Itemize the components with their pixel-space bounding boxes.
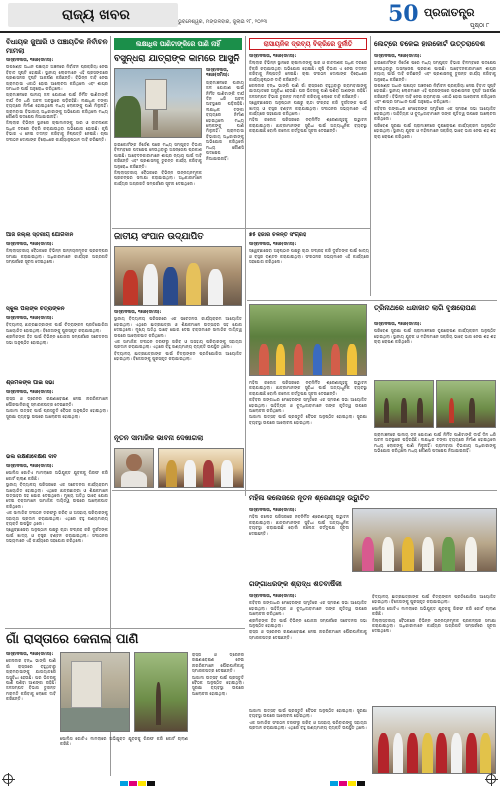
article-byline: ସମ୍ବାଦଦାତା, ୧୭ା୭(ସମିସ): [249,242,297,247]
article-byline: ସମ୍ବାଦଦାତା, ୧୭ା୭(ସମିସ): [249,508,297,513]
article-text: ଉପଖଣ୍ଡ ଅଧୀନ ପଞ୍ଚାୟତ ଅଞ୍ଚଳରେ ନିର୍ବାଚନ ପ୍ରକ୍ରିୟା ନେଇ ବିବାଦ ସୃଷ୍ଟି ହୋଇଛି। ସ୍ଥାନୀୟ ଲୋକମାନେ ଏହି ପ୍ରସଙ୍ଗରେ ପ୍ରଶାସନର ଦୃଷ୍ଟି ଆକର୍ଷଣ କରିଛନ୍ତି। ବିଭିନ୍ନ ଦାବି ନେଇ ଗ୍ରାମବାସୀ ଏକାଠି ହୋଇ ଆଲୋଚନା କରିଥିଲେ ଏବଂ ଶୀଘ୍ର ସମାଧାନ ପାଇଁ ଅନୁରୋଧ କରିଥିଲେ। [374,83,496,105]
article-text: ମହିଳା କଲେଜ ପରିସରରେ ନବନିର୍ମିତ ଶ୍ରେଣୀଗୃହକୁ ଉଦ୍ଘାଟନ କରାଯାଇଥିଲା। ଛାତ୍ରୀମାନଙ୍କ ସୁବିଧା ପାଇଁ ଅତ୍ୟାଧୁନିକ ବ୍ୟବସ୍ଥା କରାଯାଇଛି ବୋଲି କଲେଜ କର୍ତ୍ତୃପକ୍ଷ ସୂଚନା ଦେଇଛନ୍ତି। [249,514,349,536]
article-body [6,316,108,376]
article-body [6,242,108,302]
article-byline: ସମ୍ବାଦଦାତା, ୧୭ା୭(ସମିସ): [6,464,54,469]
article-body [372,594,496,704]
article-text: ହାଇକୋର୍ଟଙ୍କ ନିର୍ଦ୍ଦେଶ ପରେ ମଧ୍ୟ ସମ୍ପୃକ୍ତ ବିଭାଗ ବିଳମ୍ବରେ ପଦକ୍ଷେପ ନେଉଥିବାରୁ ଅସନ୍ତୋଷ ପ୍ରକାଶ ପାଇଛି। ଆବେଦନକାରୀମାନେ ଶୀଘ୍ର ନ୍ୟାୟ ପାଇଁ ଦାବି କରିଛନ୍ତି ଏବଂ ପ୍ରଶାସନକୁ ତୁରନ୍ତ କାର୍ଯ୍ୟ କରିବାକୁ ଅନୁରୋଧ କରିଛନ୍ତି। [114,142,202,169]
article-text: ଜିଲ୍ଲାସ୍ତରୀୟ ବୈଠକରେ ବିଭିନ୍ନ ଉନ୍ନୟନମୂଳକ ପ୍ରକଳ୍ପର ସମୀକ୍ଷା କରାଯାଇଥିଲା। ଅଧିକାରୀମାନେ କାର୍ଯ୍ୟର ଅଗ୍ରଗତି ସମ୍ପର୍କରେ ସୂଚନା ଦେଇଥିଲେ। [114,170,202,186]
article-byline: ସମ୍ବାଦଦାତା, ୧୭ା୭(ସମିସ): [249,54,297,59]
canal-water-photo [60,652,130,732]
page-number: ପୃଷ୍ଠା ୮ [470,22,490,29]
masthead [0,0,500,34]
article-text: ମହିଳା କଲେଜ ପରିସରରେ ନବନିର୍ମିତ ଶ୍ରେଣୀଗୃହକୁ ଉଦ୍ଘାଟନ କରାଯାଇଥିଲା। ଛାତ୍ରୀମାନଙ୍କ ସୁବିଧା ପାଇଁ ଅତ୍ୟାଧୁନିକ ବ୍ୟବସ୍ଥା କରାଯାଇଛି ବୋଲି କଲେଜ କର୍ତ୍ତୃପକ୍ଷ ସୂଚନା ଦେଇଛନ୍ତି। [249,117,367,134]
article-headline: ମହିଳା କଲେଜରେ ନୂତନ ଶ୍ରେଣୀଗୃହ ଉଦ୍ଘାଟିତ [249,494,370,502]
article-headline: ଶ୍ରମିକଙ୍କ ପାଇଁ ସଭା [6,380,55,386]
section-divider [247,300,497,301]
section-title: ରାଜ୍ୟ ଖବର [8,3,178,27]
article-body [6,58,108,228]
college-inauguration-photo [352,508,497,572]
column-divider [370,36,371,296]
article-body [249,242,369,298]
article-body [6,390,108,450]
article-text: କେନାଲର ବନ୍ଧ ଭାଙ୍ଗି ପାଣି ଗାଁ ରାସ୍ତାରେ ବହୁଥିବାରୁ ଗ୍ରାମବାସୀଙ୍କୁ ଯାତାୟାତରେ ଅସୁବିଧା ହେଉଛି। ଘର ଭିତରକୁ ପାଣି ପଶିବା ଆଶଙ୍କା ରହିଛି। ଜଳସମ୍ପଦ ବିଭାଗ ତୁରନ୍ତ ମରାମତି କରିବାକୁ ଲୋକେ ଦାବି କରିଛନ୍ତି। [249,83,367,99]
article-text: ବିଦ୍ୟାଳୟ ଛାତ୍ରଛାତ୍ରୀଙ୍କ ପାଇଁ ଚିତ୍ରାଙ୍କନ ପ୍ରତିଯୋଗିତା ଆୟୋଜିତ ହୋଇଥିଲା। ବିଜେତାଙ୍କୁ ପୁରସ୍କୃତ କରାଯାଇଥିଲା। [114,350,242,362]
registration-mark [3,774,13,784]
article-text: ରାସ୍ତା ଓ ଡ୍ରେନର ରକ୍ଷଣାବେକ୍ଷଣ ନେଇ ନାଗରିକମାନେ ପୌରପାଳିକାକୁ ସ୍ମାରକପତ୍ର ଦେଇଛନ୍ତି। [6,396,108,407]
article-text: ପୋଲିସ ଗୋଟିଏ ମାମଲାରେ ଅଭିଯୁକ୍ତ ଯୁବକକୁ ଗିରଫ କରି କୋର୍ଟ ଚାଲାଣ କରିଛି। [372,605,496,617]
article-text: ଜିଲ୍ଲାସ୍ତରୀୟ ବୈଠକରେ ବିଭିନ୍ନ ଉନ୍ନୟନମୂଳକ ପ୍ରକଳ୍ପର ସମୀକ୍ଷା କରାଯାଇଥିଲା। ଅଧିକାରୀମାନେ କାର୍ଯ୍ୟର ଅଗ୍ରଗତି ସମ୍ପର୍କରେ ସୂଚନା ଦେଇଥିଲେ। [6,248,108,265]
plantation-photo [249,304,367,376]
article-byline: ସମ୍ବାଦଦାତା, ୧୭ା୭(ସମିସ): [6,316,54,321]
article-kicker-banner: ରାସାୟନିକ ଦ୍ରବ୍ୟ ବିକ୍ରିରେ ଦୁର୍ନୀତି [249,38,367,50]
article-byline: ସମ୍ବାଦଦାତା, ୧୭ା୭(ସମିସ): [249,594,297,599]
commemoration-photo [372,706,496,774]
article-text: ସ୍ଥାନୀୟ ବିଦ୍ୟାଳୟ ପରିସରରେ ଏକ ସଚେତନତା କାର୍ଯ୍ୟକ୍ରମ ଆୟୋଜିତ ହୋଇଥିଲା। ଏଥିରେ ଛାତ୍ରଛାତ୍ରୀ ଓ ଶିକ୍ଷକମାନେ ଉତ୍ସାହର ସହ ଯୋଗ ଦେଇଥିଲେ। ମୁଖ୍ୟ ଅତିଥି ଭାବେ ଯୋଗ ଦେଇ ବକ୍ତାମାନେ ସାମାଜିକ ଦାୟିତ୍ୱ ଉପରେ ଆଲୋକପାତ କରିଥିଲେ। [6,482,108,509]
article-body [249,54,367,228]
date-line: ଭୁବନେଶ୍ୱର, ମଙ୍ଗଳବାର, ଜୁଲାଇ ୧୮, ୨୦୨୩ [178,19,268,25]
article-text: ପରିବେଶ ସୁରକ୍ଷା ପାଇଁ ଗ୍ରାମାଞ୍ଚଳରେ ବୃକ୍ଷରୋପଣ କାର୍ଯ୍ୟକ୍ରମ ଅନୁଷ୍ଠିତ ହୋଇଥିଲା। ସ୍ଥାନୀୟ ଯୁବକ ଓ ମହିଳାମାନେ ସକ୍ରିୟ ଭାବେ ଭାଗ ନେଇ ଶହ ଶହ ଚାରା ରୋପଣ କରିଥିଲେ। [374,328,496,345]
article-body [6,464,108,624]
article-headline: ବିଧାୟକ ଜୁଆରି ଓ ପଞ୍ଚାୟତିକ ନିର୍ବାଚନ ମାମଲା [6,38,108,55]
newspaper-brand: ପ୍ରଜାତନ୍ତ୍ର [424,6,475,19]
article-text: ସ୍ଥାନୀୟ ବିଦ୍ୟାଳୟ ପରିସରରେ ଏକ ସଚେତନତା କାର୍ଯ୍ୟକ୍ରମ ଆୟୋଜିତ ହୋଇଥିଲା। ଏଥିରେ ଛାତ୍ରଛାତ୍ରୀ ଓ ଶିକ୍ଷକମାନେ ଉତ୍ସାହର ସହ ଯୋଗ ଦେଇଥିଲେ। ମୁଖ୍ୟ ଅତିଥି ଭାବେ ଯୋଗ ଦେଇ ବକ୍ତାମାନେ ସାମାଜିକ ଦାୟିତ୍ୱ ଉପରେ ଆଲୋକପାତ କରିଥିଲେ। [114,316,242,338]
article-byline: ସମ୍ବାଦଦାତା, ୧୭ା୭(ସମିସ): [374,322,422,327]
article-body [249,508,349,572]
article-body [114,310,242,430]
article-body [374,54,496,298]
registration-mark [486,774,496,784]
article-headline: ନୂତନ ସାମାଜିକ ଭାବନା ଦେଖାଗଲା [114,434,204,442]
article-body [374,432,496,488]
article-byline: ସମ୍ବାଦଦାତା, ୧୭ା୭(ସମିସ): [6,652,54,657]
article-text: ଜିଲ୍ଲାସ୍ତରୀୟ ବୈଠକରେ ବିଭିନ୍ନ ଉନ୍ନୟନମୂଳକ ପ୍ରକଳ୍ପର ସମୀକ୍ଷା କରାଯାଇଥିଲା। ଅଧିକାରୀମାନେ କାର୍ଯ୍ୟର ଅଗ୍ରଗତି ସମ୍ପର୍କରେ ସୂଚନା ଦେଇଥିଲେ। [372,617,496,634]
field-photo [374,380,434,428]
article-body [6,652,56,774]
article-text: ପୋଲିସ ଗୋଟିଏ ମାମଲାରେ ଅଭିଯୁକ୍ତ ଯୁବକକୁ ଗିରଫ କରି କୋର୍ଟ ଚାଲାଣ କରିଛି। [60,736,188,747]
section-divider [5,628,245,629]
article-text: ଉପଖଣ୍ଡ ଅଧୀନ ପଞ୍ଚାୟତ ଅଞ୍ଚଳରେ ନିର୍ବାଚନ ପ୍ରକ୍ରିୟା ନେଇ ବିବାଦ ସୃଷ୍ଟି ହୋଇଛି। ସ୍ଥାନୀୟ ଲୋକମାନେ ଏହି ପ୍ରସଙ୍ଗରେ ପ୍ରଶାସନର ଦୃଷ୍ଟି ଆକର୍ଷଣ କରିଛନ୍ତି। ବିଭିନ୍ନ ଦାବି ନେଇ ଗ୍ରାମବାସୀ ଏକାଠି ହୋଇ ଆଲୋଚନା କରିଥିଲେ ଏବଂ ଶୀଘ୍ର ସମାଧାନ ପାଇଁ ଅନୁରୋଧ କରିଥିଲେ। [6,64,108,92]
felicitation-photo [158,448,244,488]
article-text: ଆଗାମୀ ଉତ୍ସବ ପାଇଁ ପ୍ରସ୍ତୁତି ବୈଠକ ଅନୁଷ୍ଠିତ ହୋଇଥିଲା। ସୁରକ୍ଷା ବ୍ୟବସ୍ଥା ଉପରେ ଆଲୋଚନା ହୋଇଥିଲା। [249,708,367,719]
article-byline: ସମ୍ବାଦଦାତା, ୧୭ା୭(ସମିସ): [6,390,54,395]
article-text: ଏକ ସାମାଜିକ ସଂଗଠନ ତରଫରୁ ଗରିବ ଓ ଅସହାୟ ପରିବାରଙ୍କୁ ସହାୟତା ପ୍ରଦାନ କରାଯାଇଥିଲା। ଏଥିରେ ବହୁ ଗଣ୍ୟମାନ୍ୟ ବ୍ୟକ୍ତି ଉପସ୍ଥିତ ଥିଲେ। [249,719,367,731]
article-text: ହାଇକୋର୍ଟଙ୍କ ନିର୍ଦ୍ଦେଶ ପରେ ମଧ୍ୟ ସମ୍ପୃକ୍ତ ବିଭାଗ ବିଳମ୍ବରେ ପଦକ୍ଷେପ ନେଉଥିବାରୁ ଅସନ୍ତୋଷ ପ୍ରକାଶ ପାଇଛି। ଆବେଦନକାରୀମାନେ ଶୀଘ୍ର ନ୍ୟାୟ ପାଇଁ ଦାବି କରିଛନ୍ତି ଏବଂ ପ୍ରଶାସନକୁ ତୁରନ୍ତ କାର୍ଯ୍ୟ କରିବାକୁ ଅନୁରୋଧ କରିଛନ୍ତି। [374,60,496,82]
column-divider [245,36,246,496]
article-headline: ଆଜି ଜିଲ୍ଲା ସ୍ତରୀୟ ଯୋଗଦାନ [6,232,74,238]
article-byline: ସମ୍ବାଦଦାତା, ୧୭ା୭(ସମିସ): [114,310,162,315]
article-byline: ସମ୍ବାଦଦାତା, ୧୭ା୭(ସମିସ): [374,54,422,59]
article-headline: ସ୍କୁଲ ପିଲାଙ୍କ ଚିତ୍ରାଙ୍କନ [6,306,65,312]
article-body [249,708,367,774]
article-text: ଶ୍ରମିକଙ୍କ ହିତ ପାଇଁ ବିଭିନ୍ନ ଯୋଜନା ସମ୍ପର୍କରେ ସଚେତନତା ସଭା ଅନୁଷ୍ଠିତ ହୋଇଥିଲା। [6,334,108,345]
article-text: ଏକ ସାମାଜିକ ସଂଗଠନ ତରଫରୁ ଗରିବ ଓ ଅସହାୟ ପରିବାରଙ୍କୁ ସହାୟତା ପ୍ରଦାନ କରାଯାଇଥିଲା। ଏଥିରେ ବହୁ ଗଣ୍ୟମାନ୍ୟ ବ୍ୟକ୍ତି ଉପସ୍ଥିତ ଥିଲେ। [6,510,108,527]
color-bar [330,781,365,786]
article-headline: ଲେଟ୍ରେ ଚଳେଇ ହାରକୋର୍ଟ ଉତ୍ତରାଦେଶ [374,40,485,48]
article-text: ମହିଳା କଲେଜ ପରିସରରେ ନବନିର୍ମିତ ଶ୍ରେଣୀଗୃହକୁ ଉଦ୍ଘାଟନ କରାଯାଇଥିଲା। ଛାତ୍ରୀମାନଙ୍କ ସୁବିଧା ପାଇଁ ଅତ୍ୟାଧୁନିକ ବ୍ୟବସ୍ଥା କରାଯାଇଛି ବୋଲି କଲେଜ କର୍ତ୍ତୃପକ୍ଷ ସୂଚନା ଦେଇଛନ୍ତି। [249,380,367,396]
flooded-road-photo [134,652,188,732]
article-text: ଜିଲ୍ଲାର ବିଭିନ୍ନ ସ୍ଥାନରେ ଚାଷୀମାନଙ୍କୁ ସାର ଓ କୀଟନାଶକ ଅଧିକ ଦରରେ ବିକ୍ରି କରାଯାଉଥିବା ଅଭିଯୋଗ ହୋଇଛି। କୃଷି ବିଭାଗ ଏ ନେଇ ତଦନ୍ତ କରିବାକୁ ନିଷ୍ପତ୍ତି ନେଇଛି। ଚାଷୀ ସଂଗଠନ ଦୋଷୀଙ୍କ ବିରୋଧରେ କାର୍ଯ୍ୟାନୁଷ୍ଠାନ ଦାବି କରିଛନ୍ତି। [249,60,367,82]
article-body [114,142,202,226]
article-text: ପୋଲିସ ଗୋଟିଏ ମାମଲାରେ ଅଭିଯୁକ୍ତ ଯୁବକକୁ ଗିରଫ କରି କୋର୍ଟ ଚାଲାଣ କରିଛି। [6,470,108,481]
article-text: କବିବର ଗଙ୍ଗାଧର ମେହେରଙ୍କ ସ୍ମୃତିରେ ଏକ ସ୍ମରଣ ସଭା ଆୟୋଜିତ ହୋଇଥିଲା। ସାହିତ୍ୟିକ ଓ ବୁଦ୍ଧିଜୀବୀମାନେ ତାଙ୍କ କୃତିତ୍ୱ ଉପରେ ଆଲୋଚନା କରିଥିଲେ। [374,105,496,122]
section-divider [112,228,370,229]
article-text: କେନାଲର ବନ୍ଧ ଭାଙ୍ଗି ପାଣି ଗାଁ ରାସ୍ତାରେ ବହୁଥିବାରୁ ଗ୍ରାମବାସୀଙ୍କୁ ଯାତାୟାତରେ ଅସୁବିଧା ହେଉଛି। ଘର ଭିତରକୁ ପାଣି ପଶିବା ଆଶଙ୍କା ରହିଛି। ଜଳସମ୍ପଦ ବିଭାଗ ତୁରନ୍ତ ମରାମତି କରିବାକୁ ଲୋକେ ଦାବି କରିଛନ୍ତି। [6,658,56,702]
masthead-divider [0,31,500,33]
article-text: ଗ୍ରାମାଞ୍ଚଳରେ ପାନୀୟ ଜଳ ଯୋଗାଣ ପାଇଁ ନିର୍ମିତ ପାଣିଟାଙ୍କି ଦୀର୍ଘ ଦିନ ଧରି ଅଚଳ ଅବସ୍ଥାରେ ପଡ଼ିରହିଛି। ଲକ୍ଷାଧିକ ଟଙ୍କା ବ୍ୟୟରେ ନିର୍ମାଣ ହୋଇଥିଲେ ମଧ୍ୟ ଲୋକଙ୍କୁ ପାଣି ମିଳୁନାହିଁ। ଗ୍ରାମବାସୀ ବିଭାଗୀୟ ଅଧିକାରୀଙ୍କୁ ଅଭିଯୋଗ କରିଥିଲେ ମଧ୍ୟ କୌଣସି ପଦକ୍ଷେପ ନିଆଯାଇନାହିଁ। [374,432,496,454]
article-text: ସ୍ୱେଚ୍ଛାସେବୀ ଅନୁଷ୍ଠାନ ପକ୍ଷରୁ ଚାନ୍ଦା ସଂଗ୍ରହ କରି ଦୁର୍ଗତଙ୍କ ପାଇଁ ଖାଦ୍ୟ ଓ ବସ୍ତ୍ର ବଣ୍ଟନ କରାଯାଇଥିଲା। ସଂଗଠନର ସଭ୍ୟମାନେ ଏହି କାର୍ଯ୍ୟରେ ସହଯୋଗ କରିଥିଲେ। [249,248,369,265]
color-bar [120,781,155,786]
article-text: ରାସ୍ତା ଓ ଡ୍ରେନର ରକ୍ଷଣାବେକ୍ଷଣ ନେଇ ନାଗରିକମାନେ ପୌରପାଳିକାକୁ ସ୍ମାରକପତ୍ର ଦେଇଛନ୍ତି। [192,652,244,674]
anniversary-logo [388,2,422,26]
article-text: ସ୍ୱେଚ୍ଛାସେବୀ ଅନୁଷ୍ଠାନ ପକ୍ଷରୁ ଚାନ୍ଦା ସଂଗ୍ରହ କରି ଦୁର୍ଗତଙ୍କ ପାଇଁ ଖାଦ୍ୟ ଓ ବସ୍ତ୍ର ବଣ୍ଟନ କରାଯାଇଥିଲା। ସଂଗଠନର ସଭ୍ୟମାନେ ଏହି କାର୍ଯ୍ୟରେ ସହଯୋଗ କରିଥିଲେ। [249,100,367,117]
article-text: ଗ୍ରାମାଞ୍ଚଳରେ ପାନୀୟ ଜଳ ଯୋଗାଣ ପାଇଁ ନିର୍ମିତ ପାଣିଟାଙ୍କି ଦୀର୍ଘ ଦିନ ଧରି ଅଚଳ ଅବସ୍ଥାରେ ପଡ଼ିରହିଛି। ଲକ୍ଷାଧିକ ଟଙ୍କା ବ୍ୟୟରେ ନିର୍ମାଣ ହୋଇଥିଲେ ମଧ୍ୟ ଲୋକଙ୍କୁ ପାଣି ମିଳୁନାହିଁ। ଗ୍ରାମବାସୀ ବିଭାଗୀୟ ଅଧିକାରୀଙ୍କୁ ଅଭିଯୋଗ କରିଥିଲେ ମଧ୍ୟ କୌଣସି ପଦକ୍ଷେପ ନିଆଯାଇନାହିଁ। [206,79,244,161]
article-byline: ସମ୍ବାଦଦାତା, ୧୭ା୭(ସମିସ): [206,68,230,79]
article-text: ବିଦ୍ୟାଳୟ ଛାତ୍ରଛାତ୍ରୀଙ୍କ ପାଇଁ ଚିତ୍ରାଙ୍କନ ପ୍ରତିଯୋଗିତା ଆୟୋଜିତ ହୋଇଥିଲା। ବିଜେତାଙ୍କୁ ପୁରସ୍କୃତ କରାଯାଇଥିଲା। [6,322,108,333]
article-text: କବିବର ଗଙ୍ଗାଧର ମେହେରଙ୍କ ସ୍ମୃତିରେ ଏକ ସ୍ମରଣ ସଭା ଆୟୋଜିତ ହୋଇଥିଲା। ସାହିତ୍ୟିକ ଓ ବୁଦ୍ଧିଜୀବୀମାନେ ତାଙ୍କ କୃତିତ୍ୱ ଉପରେ ଆଲୋଚନା କରିଥିଲେ। [249,397,367,414]
article-text: ଆଗାମୀ ଉତ୍ସବ ପାଇଁ ପ୍ରସ୍ତୁତି ବୈଠକ ଅନୁଷ୍ଠିତ ହୋଇଥିଲା। ସୁରକ୍ଷା ବ୍ୟବସ୍ଥା ଉପରେ ଆଲୋଚନା ହୋଇଥିଲା। [249,414,367,425]
article-text: ବିଦ୍ୟାଳୟ ଛାତ୍ରଛାତ୍ରୀଙ୍କ ପାଇଁ ଚିତ୍ରାଙ୍କନ ପ୍ରତିଯୋଗିତା ଆୟୋଜିତ ହୋଇଥିଲା। ବିଜେତାଙ୍କୁ ପୁରସ୍କୃତ କରାଯାଇଥିଲା। [372,594,496,605]
article-text: ଜିଲ୍ଲାର ବିଭିନ୍ନ ସ୍ଥାନରେ ଚାଷୀମାନଙ୍କୁ ସାର ଓ କୀଟନାଶକ ଅଧିକ ଦରରେ ବିକ୍ରି କରାଯାଉଥିବା ଅଭିଯୋଗ ହୋଇଛି। କୃଷି ବିଭାଗ ଏ ନେଇ ତଦନ୍ତ କରିବାକୁ ନିଷ୍ପତ୍ତି ନେଇଛି। ଚାଷୀ ସଂଗଠନ ଦୋଷୀଙ୍କ ବିରୋଧରେ କାର୍ଯ୍ୟାନୁଷ୍ଠାନ ଦାବି କରିଛନ୍ତି। [6,120,108,142]
article-byline: ସମ୍ବାଦଦାତା, ୧୭ା୭(ସମିସ): [6,58,54,63]
article-headline: ଭଲ ରକ୍ଷଣାବେକ୍ଷଣ ଦାବି [6,454,57,460]
article-headline: ତ୍ରିନାଥରେ ଧନ୍ଦାଜାତ ଲାଗି ବୃକ୍ଷରୋପଣ [374,304,476,312]
article-text: ଏକ ସାମାଜିକ ସଂଗଠନ ତରଫରୁ ଗରିବ ଓ ଅସହାୟ ପରିବାରଙ୍କୁ ସହାୟତା ପ୍ରଦାନ କରାଯାଇଥିଲା। ଏଥିରେ ବହୁ ଗଣ୍ୟମାନ୍ୟ ବ୍ୟକ୍ତି ଉପସ୍ଥିତ ଥିଲେ। [114,339,242,350]
field-photo [436,380,496,428]
portrait-photo [114,448,154,488]
article-headline: ୭୫ ହଜାର ଚଳନ୍ତି ସଂଗ୍ରହ [249,232,307,238]
article-headline: ବସୁନ୍ଧରା ଯାତ୍ରାଙ୍କ କାମରେ ଆସୁନି [114,54,240,64]
article-headline: ଗଙ୍ଗାଧରଙ୍କ ଶ୍ରାଦ୍ଧ ଶତବାର୍ଷିକୀ [249,580,342,588]
article-byline: ସମ୍ବାଦଦାତା, ୧୭ା୭(ସମିସ): [6,242,54,247]
article-headline: ଗାଁ ରାସ୍ତାରେ କେନାଲ ପାଣି [6,632,139,647]
section-divider [112,490,497,491]
article-text: କବିବର ଗଙ୍ଗାଧର ମେହେରଙ୍କ ସ୍ମୃତିରେ ଏକ ସ୍ମରଣ ସଭା ଆୟୋଜିତ ହୋଇଥିଲା। ସାହିତ୍ୟିକ ଓ ବୁଦ୍ଧିଜୀବୀମାନେ ତାଙ୍କ କୃତିତ୍ୱ ଉପରେ ଆଲୋଚନା କରିଥିଲେ। [249,600,367,617]
article-text: ସ୍ୱେଚ୍ଛାସେବୀ ଅନୁଷ୍ଠାନ ପକ୍ଷରୁ ଚାନ୍ଦା ସଂଗ୍ରହ କରି ଦୁର୍ଗତଙ୍କ ପାଇଁ ଖାଦ୍ୟ ଓ ବସ୍ତ୍ର ବଣ୍ଟନ କରାଯାଇଥିଲା। ସଂଗଠନର ସଭ୍ୟମାନେ ଏହି କାର୍ଯ୍ୟରେ ସହଯୋଗ କରିଥିଲେ। [6,527,108,544]
article-text: ଗ୍ରାମାଞ୍ଚଳରେ ପାନୀୟ ଜଳ ଯୋଗାଣ ପାଇଁ ନିର୍ମିତ ପାଣିଟାଙ୍କି ଦୀର୍ଘ ଦିନ ଧରି ଅଚଳ ଅବସ୍ଥାରେ ପଡ଼ିରହିଛି। ଲକ୍ଷାଧିକ ଟଙ୍କା ବ୍ୟୟରେ ନିର୍ମାଣ ହୋଇଥିଲେ ମଧ୍ୟ ଲୋକଙ୍କୁ ପାଣି ମିଳୁନାହିଁ। ଗ୍ରାମବାସୀ ବିଭାଗୀୟ ଅଧିକାରୀଙ୍କୁ ଅଭିଯୋଗ କରିଥିଲେ ମଧ୍ୟ କୌଣସି ପଦକ୍ଷେପ ନିଆଯାଇନାହିଁ। [6,92,108,120]
anniversary-number: 50 [388,1,419,27]
article-text: ଆଗାମୀ ଉତ୍ସବ ପାଇଁ ପ୍ରସ୍ତୁତି ବୈଠକ ଅନୁଷ୍ଠିତ ହୋଇଥିଲା। ସୁରକ୍ଷା ବ୍ୟବସ୍ଥା ଉପରେ ଆଲୋଚନା ହୋଇଥିଲା। [192,674,244,696]
article-kicker-banner: ଲକ୍ଷାଧିକ ପାଣିଟାଙ୍କିରେ ପାଣି ନାହିଁ [114,38,242,50]
event-photo [114,246,242,306]
water-tank-photo [114,68,202,138]
article-body [249,380,367,488]
article-body [374,322,496,378]
article-text: ରାସ୍ତା ଓ ଡ୍ରେନର ରକ୍ଷଣାବେକ୍ଷଣ ନେଇ ନାଗରିକମାନେ ପୌରପାଳିକାକୁ ସ୍ମାରକପତ୍ର ଦେଇଛନ୍ତି। [249,629,367,640]
article-body [206,68,244,226]
article-text: ଆଗାମୀ ଉତ୍ସବ ପାଇଁ ପ୍ରସ୍ତୁତି ବୈଠକ ଅନୁଷ୍ଠିତ ହୋଇଥିଲା। ସୁରକ୍ଷା ବ୍ୟବସ୍ଥା ଉପରେ ଆଲୋଚନା ହୋଇଥିଲା। [6,408,108,419]
article-body [249,594,367,704]
article-body [192,652,244,774]
article-text: ପରିବେଶ ସୁରକ୍ଷା ପାଇଁ ଗ୍ରାମାଞ୍ଚଳରେ ବୃକ୍ଷରୋପଣ କାର୍ଯ୍ୟକ୍ରମ ଅନୁଷ୍ଠିତ ହୋଇଥିଲା। ସ୍ଥାନୀୟ ଯୁବକ ଓ ମହିଳାମାନେ ସକ୍ରିୟ ଭାବେ ଭାଗ ନେଇ ଶହ ଶହ ଚାରା ରୋପଣ କରିଥିଲେ। [374,122,496,139]
article-text: ଶ୍ରମିକଙ୍କ ହିତ ପାଇଁ ବିଭିନ୍ନ ଯୋଜନା ସମ୍ପର୍କରେ ସଚେତନତା ସଭା ଅନୁଷ୍ଠିତ ହୋଇଥିଲା। [249,617,367,629]
article-body [60,736,188,774]
article-headline: ଜାତୀୟ ସଂପାନ ଉଦ୍ଯାପିତ [114,232,204,242]
